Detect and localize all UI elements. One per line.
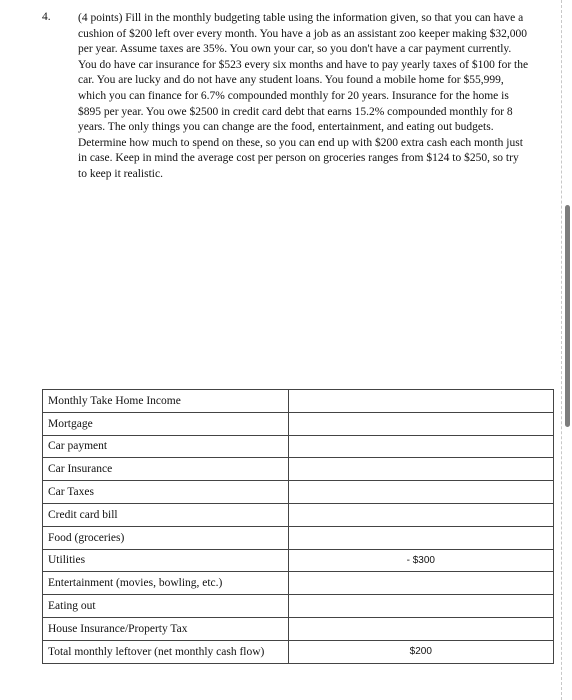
row-label: Entertainment (movies, bowling, etc.) [43,572,289,595]
row-value [288,412,553,435]
row-value: - $300 [288,549,553,572]
row-label: Credit card bill [43,503,289,526]
question-number: 4. [42,11,51,23]
table-row [43,549,554,572]
row-label: Car payment [43,435,289,458]
page-margin-rule [561,0,562,700]
row-value [288,503,553,526]
row-label: Food (groceries) [43,526,289,549]
table-row [43,526,554,549]
table-row [43,390,554,413]
table-row [43,458,554,481]
row-value [288,617,553,640]
row-label: Car Insurance [43,458,289,481]
row-value [288,481,553,504]
row-label: House Insurance/Property Tax [43,617,289,640]
row-label: Utilities [43,549,289,572]
scrollbar-thumb[interactable] [565,205,570,427]
row-value [288,572,553,595]
row-value [288,435,553,458]
table-row [43,572,554,595]
table-row [43,435,554,458]
table-row [43,412,554,435]
row-value [288,390,553,413]
row-value [288,595,553,618]
question-text: (4 points) Fill in the monthly budgeting table using the information given, so that you can have a cushion of $200 left over every month. You have a job as an assistant zoo keeper making $32,000 per year. Assume taxes are 35%. You own your car, so you don't have a car payment currently. You do have car insurance for $523 every six months and have to pay yearly taxes of $100 for the car. You are lucky and do not have any student loans. You found a mobile home for $55,999, which you can finance for 6.7% compounded monthly for 20 years. Insurance for the home is $895 per year. You owe $2500 in credit card debt that earns 15.2% compounded monthly for 8 years. The only things you can change are the food, entertainment, and eating out budgets. Determine how much to spend on these, so you can end up with $200 extra cash each month just in case. Keep in mind the average cost per person on groceries ranges from $124 to $250, so try to keep it realistic. [78,12,529,180]
table-row [43,503,554,526]
row-label: Mortgage [43,412,289,435]
row-value: $200 [288,640,553,663]
row-label: Car Taxes [43,481,289,504]
row-label: Monthly Take Home Income [43,390,289,413]
row-value [288,458,553,481]
table-row [43,481,554,504]
table-row [43,617,554,640]
row-label: Eating out [43,595,289,618]
budget-table [42,389,554,664]
row-label: Total monthly leftover (net monthly cash flow) [43,640,289,663]
table-row [43,640,554,663]
row-value [288,526,553,549]
table-row [43,595,554,618]
